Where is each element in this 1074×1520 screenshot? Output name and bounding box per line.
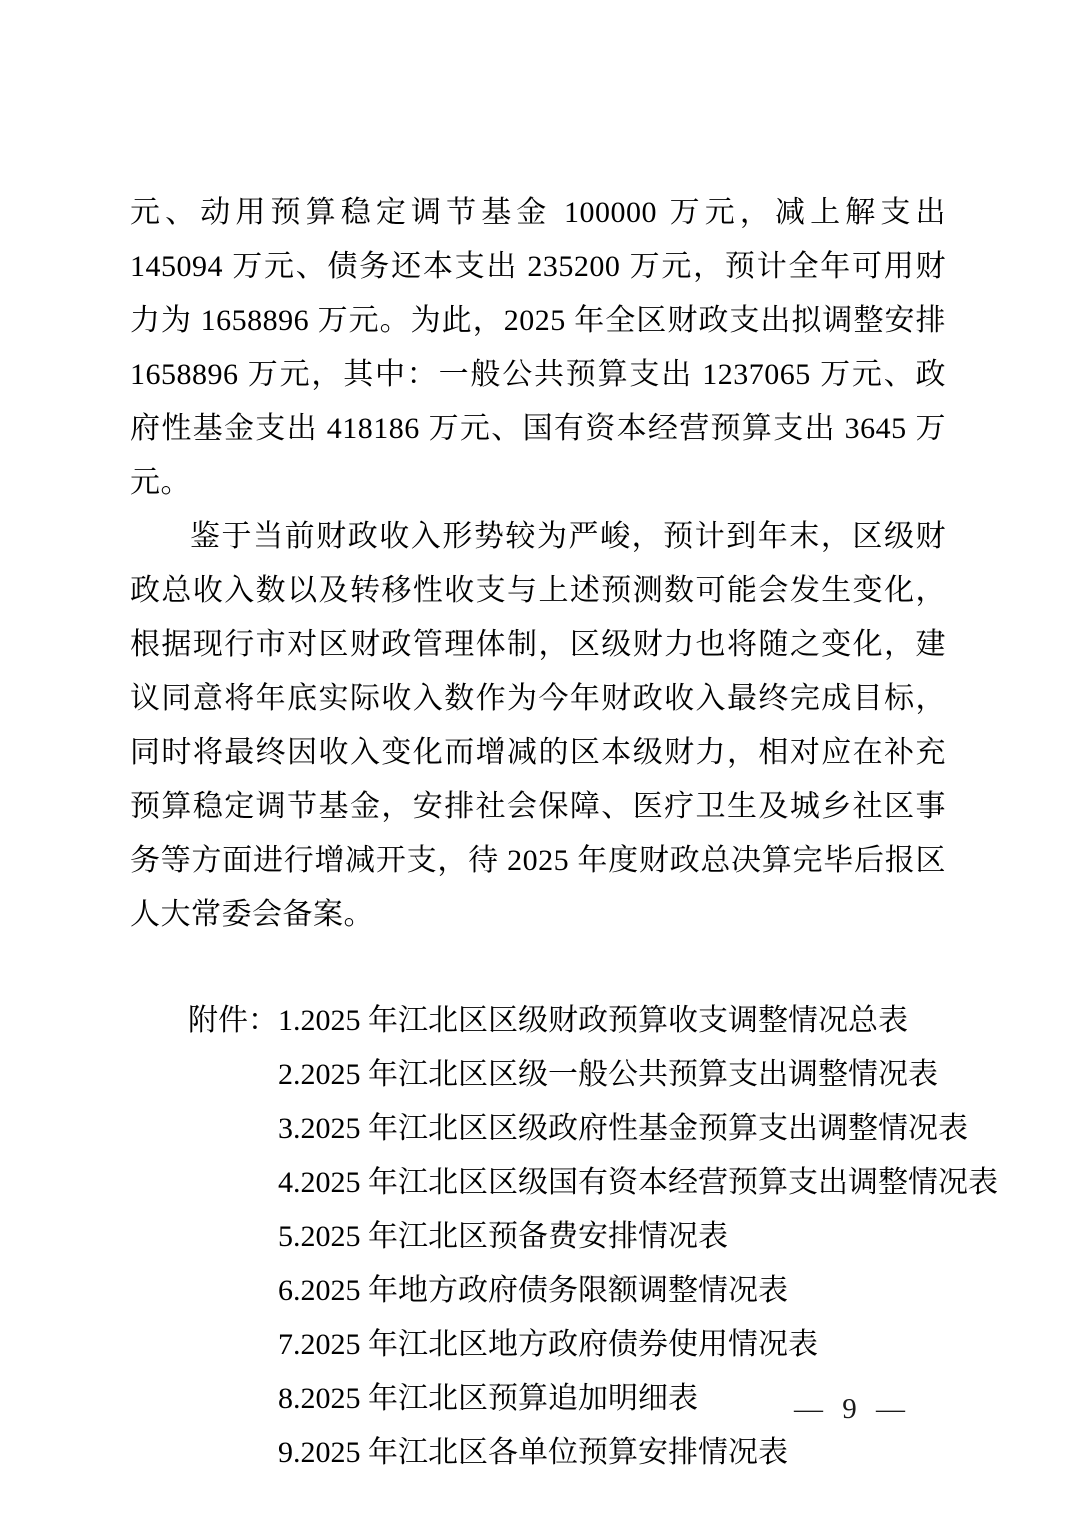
attachment-item-9: 9.2025 年江北区各单位预算安排情况表 — [278, 1436, 788, 1469]
body-paragraph-2: 鉴于当前财政收入形势较为严峻，预计到年末，区级财政总收入数以及转移性收支与上述预测数可能会发生变化，根据现行市对区财政管理体制，区级财力也将随之变化，建议同意将年底实际收入数作为今年财政收入最终完成目标，同时将最终因收入变化而增减的区本级财力，相对应在补充预算稳定调节基金，安排社会保障、医疗卫生及城乡社区事务等方面进行增减开支，待 2025 年度财政总决算完毕后报区人大常委会备案。 — [130, 520, 946, 931]
attachment-item-6: 6.2025 年地方政府债务限额调整情况表 — [278, 1274, 788, 1307]
attachment-item-1: 1.2025 年江北区区级财政预算收支调整情况总表 — [278, 1004, 908, 1037]
document-body — [130, 186, 998, 1480]
attachment-item-4: 4.2025 年江北区区级国有资本经营预算支出调整情况表 — [278, 1166, 998, 1199]
attachment-item-5: 5.2025 年江北区预备费安排情况表 — [278, 1220, 728, 1253]
attachment-item-8: 8.2025 年江北区预算追加明细表 — [278, 1382, 698, 1415]
attachments-label: 附件： — [188, 1004, 278, 1037]
attachment-item-3: 3.2025 年江北区区级政府性基金预算支出调整情况表 — [278, 1112, 968, 1145]
page-number: — 9 — — [794, 1393, 911, 1425]
attachment-item-7: 7.2025 年江北区地方政府债券使用情况表 — [278, 1328, 818, 1361]
body-paragraph-1: 元、动用预算稳定调节基金 100000 万元，减上解支出 145094 万元、债务还本支出 235200 万元，预计全年可用财力为 1658896 万元。为此，2025 年全区财政支出拟调整安排 1658896 万元，其中：一般公共预算支出 1237065 万元、政府性基金支出 418186 万元、国有资本经营预算支出 3645 万元。 — [130, 196, 946, 499]
attachment-item-2: 2.2025 年江北区区级一般公共预算支出调整情况表 — [278, 1058, 938, 1091]
